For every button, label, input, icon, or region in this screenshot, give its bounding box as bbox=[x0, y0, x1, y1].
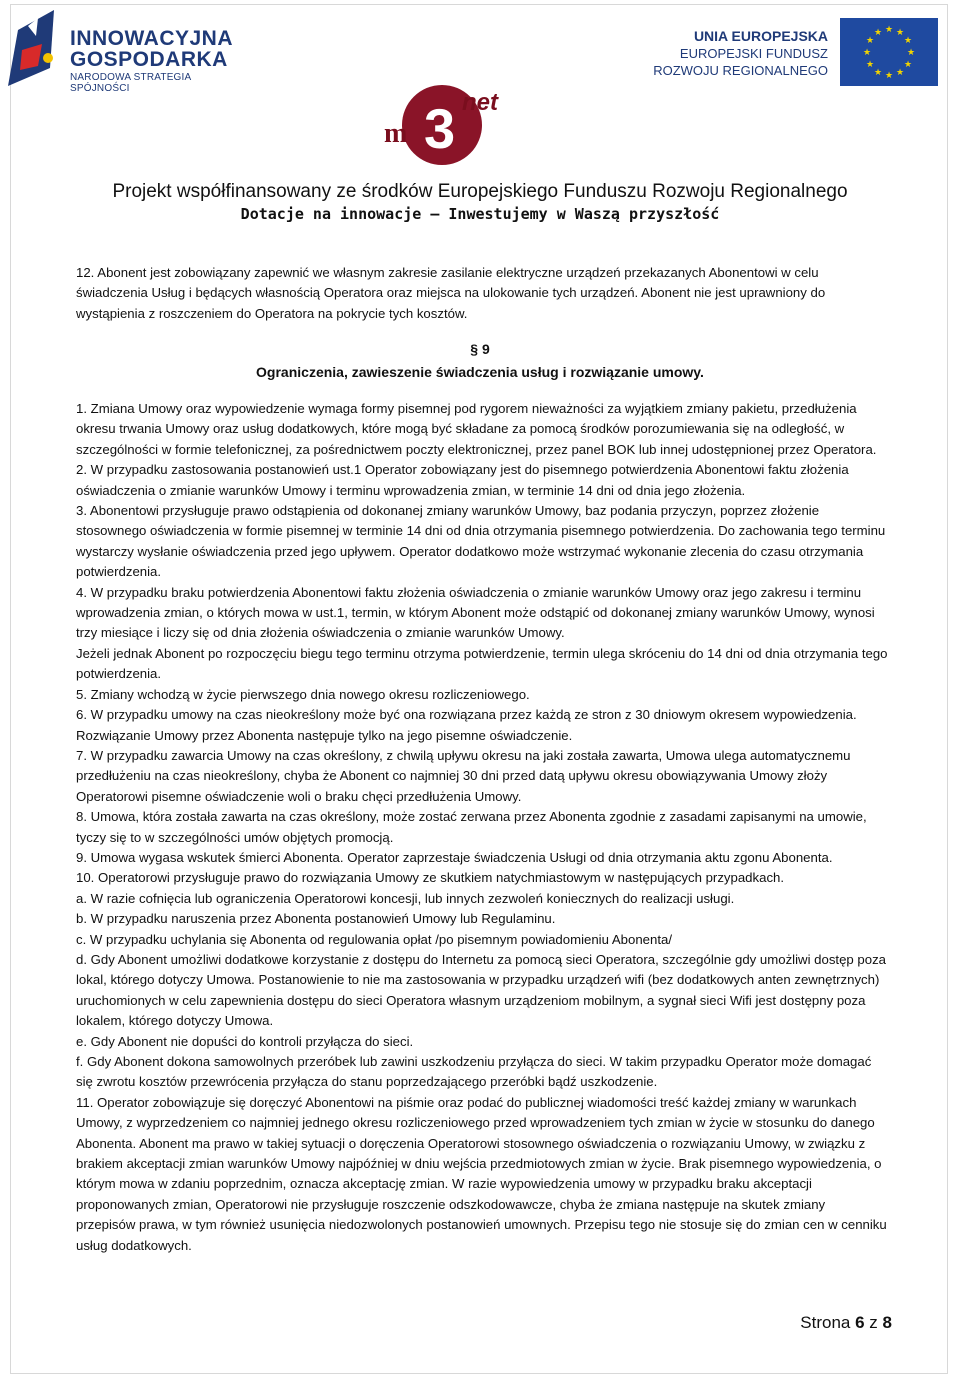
innowacyjna-gospodarka-logo bbox=[8, 6, 248, 94]
svg-text:★: ★ bbox=[884, 25, 894, 35]
page-of: z bbox=[869, 1313, 878, 1332]
eu-flag-icon bbox=[840, 18, 938, 86]
page-label: Strona bbox=[800, 1313, 851, 1332]
section-number: § 9 bbox=[470, 341, 490, 357]
eu-logo-line1: UNIA EUROPEJSKA bbox=[693, 28, 828, 44]
list-item: Jeżeli jednak Abonent po rozpoczęciu biegu tego terminu otrzyma potwierdzenie, termin ulega skróceniu do 14 dni od dnia otrzymania tego potwierdzenia. bbox=[76, 645, 888, 682]
list-item: c. W przypadku uchylania się Abonenta od regulowania opłat /po pisemnym powiadomieniu Abonenta/ bbox=[76, 931, 673, 947]
eu-logo-line2: EUROPEJSKI FUNDUSZ bbox=[679, 46, 828, 61]
list-item: 10. Operatorowi przysługuje prawo do rozwiązania Umowy ze skutkiem natychmiastowym w następujących przypadkach. bbox=[76, 870, 785, 886]
svg-text:★: ★ bbox=[903, 36, 913, 46]
page-number: 6 bbox=[855, 1313, 865, 1332]
ig-flag-icon bbox=[8, 10, 62, 86]
list-item: a. W razie cofnięcia lub ograniczenia Operatorowi koncesji, lub innych zezwoleń koniecznych do realizacji usługi. bbox=[76, 890, 735, 906]
svg-text:★: ★ bbox=[895, 28, 905, 38]
m3-letter-m: m bbox=[384, 118, 408, 149]
list-item: 1. Zmiana Umowy oraz wypowiedzenie wymaga formy pisemnej pod rygorem nieważności za wyjątkiem zmiany pakietu, przedłużenia okresu trwania Umowy oraz usług dodatkowych, które mogą być składane za pomocą środków porozumiewania się na odległość, w szczególności w formie telefonicznej, za pośrednictwem poczty elektronicznej, przez panel BOK lub innej udostępnionej przez Operatora. bbox=[76, 401, 877, 457]
project-title: Projekt współfinansowany ze środków Europejskiego Funduszu Rozwoju Regionalnego bbox=[112, 181, 848, 202]
list-item: 4. W przypadku braku potwierdzenia Abonentowi faktu złożenia oświadczenia o zmianie warunków Umowy oraz jego zakresu i terminu wprowadzenia zmian, o których mowa w ust.1, termin, w którym Abonent może odstąpić od dokonanej zmiany warunków Umowy, wynosi trzy miesiące i liczy się od dnia złożenia oświadczenia o zmianie warunków Umowy. bbox=[76, 584, 875, 641]
svg-text:★: ★ bbox=[862, 48, 872, 58]
svg-text:★: ★ bbox=[865, 60, 875, 70]
eu-logo bbox=[638, 18, 938, 88]
list-item: d. Gdy Abonent umożliwi dodatkowe korzystanie z dostępu do Internetu za pomocą sieci Operatora, szczególnie gdy umożliwi dostęp poza lokal, którego dotyczy Umowa. Postanowienie to nie ma zastosowania w przypadku urządzeń wifi (bez dodatkowych anten zewnętrznych) uruchomionych w celu zapewnienia dostępu do sieci Operatora własnym urządzeniom mobilnym, a sygnał sieci Wifi jest dostępny poza lokalem, którego dotyczy Umowa. bbox=[76, 951, 887, 1029]
section-title: Ograniczenia, zawieszenie świadczenia usług i rozwiązanie umowy. bbox=[256, 364, 704, 380]
svg-text:★: ★ bbox=[906, 48, 916, 58]
list-item: e. Gdy Abonent nie dopuści do kontroli przyłącza do sieci. bbox=[76, 1033, 414, 1049]
svg-text:★: ★ bbox=[873, 28, 883, 38]
svg-text:★: ★ bbox=[873, 68, 883, 78]
list-item: f. Gdy Abonent dokona samowolnych przeróbek lub zawini uszkodzeniu przyłącza do sieci. W takim przypadku Operator może domagać się zwrotu kosztów przewrócenia przyłącza do stanu poprzedzającego przeróbki bądź uszkodzenie. bbox=[76, 1054, 872, 1090]
svg-text:★: ★ bbox=[895, 68, 905, 78]
m3net-logo bbox=[380, 80, 520, 170]
list-item: 8. Umowa, która została zawarta na czas określony, może zostać zerwana przez Abonenta zgodnie z zasadami zapisanymi na umowie, tyczy się to w szczególności umów objętych promocją. bbox=[76, 809, 867, 845]
list-item: 9. Umowa wygasa wskutek śmierci Abonenta. Operator zaprzestaje świadczenia Usługi od dnia otrzymania aktu zgonu Abonenta. bbox=[76, 849, 833, 865]
m3-digit: 3 bbox=[424, 97, 456, 160]
ig-logo-line3: NARODOWA STRATEGIA SPÓJNOŚCI bbox=[70, 72, 191, 94]
list-item: 11. Operator zobowiązuje się doręczyć Abonentowi na piśmie oraz podać do publicznej wiadomości treść każdej zmiany w warunkach Umowy, z wyprzedzeniem co najmniej jednego okresu rozliczeniowego przed wprowadzeniem tych zmian w życie w stosunku do danego Abonenta. Abonent ma prawo w takiej sytuacji o doręczenia Operatorowi stosownego oświadczenia o rozwiązaniu Umowy, w związku z brakiem akceptacji zmian warunków Umowy najpóźniej w dniu wejścia przedmiotowych zmian w życie. Brak pisemnego wypowiedzenia, o którym mowa w zdaniu poprzednim, oznacza akceptację zmian. W razie wypowiedzenia umowy w przypadku braku akceptacji proponowanych zmian, Operatorowi nie przysługuje roszczenie odszkodowawcze, chyba że zmiana następuje na skutek zmiany przepisów prawa, w tym również usunięcia niedozwolonych postanowień umownych. Przepisu tego nie stosuje się do zmian cen w cenniku usług dodatkowych. bbox=[76, 1094, 887, 1253]
paragraph-12: 12. Abonent jest zobowiązany zapewnić we własnym zakresie zasilanie elektryczne urządzeń przekazanych Abonentowi w celu świadczenia Usług i będących własnością Operatora oraz miejsca na ulokowanie tych urządzeń. Abonent nie jest uprawniony do wystąpienia z roszczeniem do Operatora na pokrycie tych kosztów. bbox=[76, 265, 826, 321]
list-item: 5. Zmiany wchodzą w życie pierwszego dnia nowego okresu rozliczeniowego. bbox=[76, 686, 530, 702]
list-item: b. W przypadku naruszenia przez Abonenta postanowień Umowy lub Regulaminu. bbox=[76, 911, 556, 927]
svg-text:★: ★ bbox=[884, 71, 894, 81]
svg-text:★: ★ bbox=[865, 36, 875, 46]
project-subtitle: Dotacje na innowacje – Inwestujemy w Waszą przyszłość bbox=[240, 205, 720, 223]
page-footer bbox=[800, 1313, 892, 1333]
list-item: 2. W przypadku zastosowania postanowień ust.1 Operator zobowiązany jest do pisemnego potwierdzenia Abonentowi faktu złożenia oświadczenia o zmianie warunków Umowy i terminu wprowadzenia zmian, w terminie 14 dni od dnia jego złożenia. bbox=[76, 462, 849, 498]
m3-net-text: net bbox=[462, 89, 498, 116]
list-item: 3. Abonentowi przysługuje prawo odstąpienia od dokonanej zmiany warunków Umowy, baz podania przyczyn, poprzez złożenie stosownego oświadczenia w formie pisemnej w terminie 14 dni od dnia otrzymania pisemnego potwierdzenia. Do zachowania tego terminu wystarczy wysłanie oświadczenia przed jego upływem. Operator dodatkowo może wstrzymać wykonanie zlecenia do czasu otrzymania potwierdzenia. bbox=[76, 503, 886, 580]
ig-logo-line2: GOSPODARKA bbox=[70, 48, 228, 71]
eu-logo-line3: ROZWOJU REGIONALNEGO bbox=[653, 63, 828, 78]
page-total: 8 bbox=[882, 1313, 892, 1332]
section-body bbox=[76, 399, 888, 1256]
list-item: 6. W przypadku umowy na czas nieokreślony może być ona rozwiązana przez każdą ze stron z 30 dniowym okresem wypowiedzenia. Rozwiązanie Umowy przez Abonenta następuje tylko na jego pisemne oświadczenie. bbox=[76, 707, 857, 743]
ig-logo-line1: INNOWACYJNA bbox=[70, 27, 234, 50]
list-item: 7. W przypadku zawarcia Umowy na czas określony, z chwilą upływu okresu na jaki została zawarta, Umowa ulega automatycznemu przedłużeniu na czas nieokreślony, chyba że Abonent co najmniej 30 dni przed datą upływu okresu obowiązywania Umowy złoży Operatorowi pisemne oświadczenie woli o braku chęci przedłużenia Umowy. bbox=[76, 747, 851, 804]
svg-text:★: ★ bbox=[903, 60, 913, 70]
